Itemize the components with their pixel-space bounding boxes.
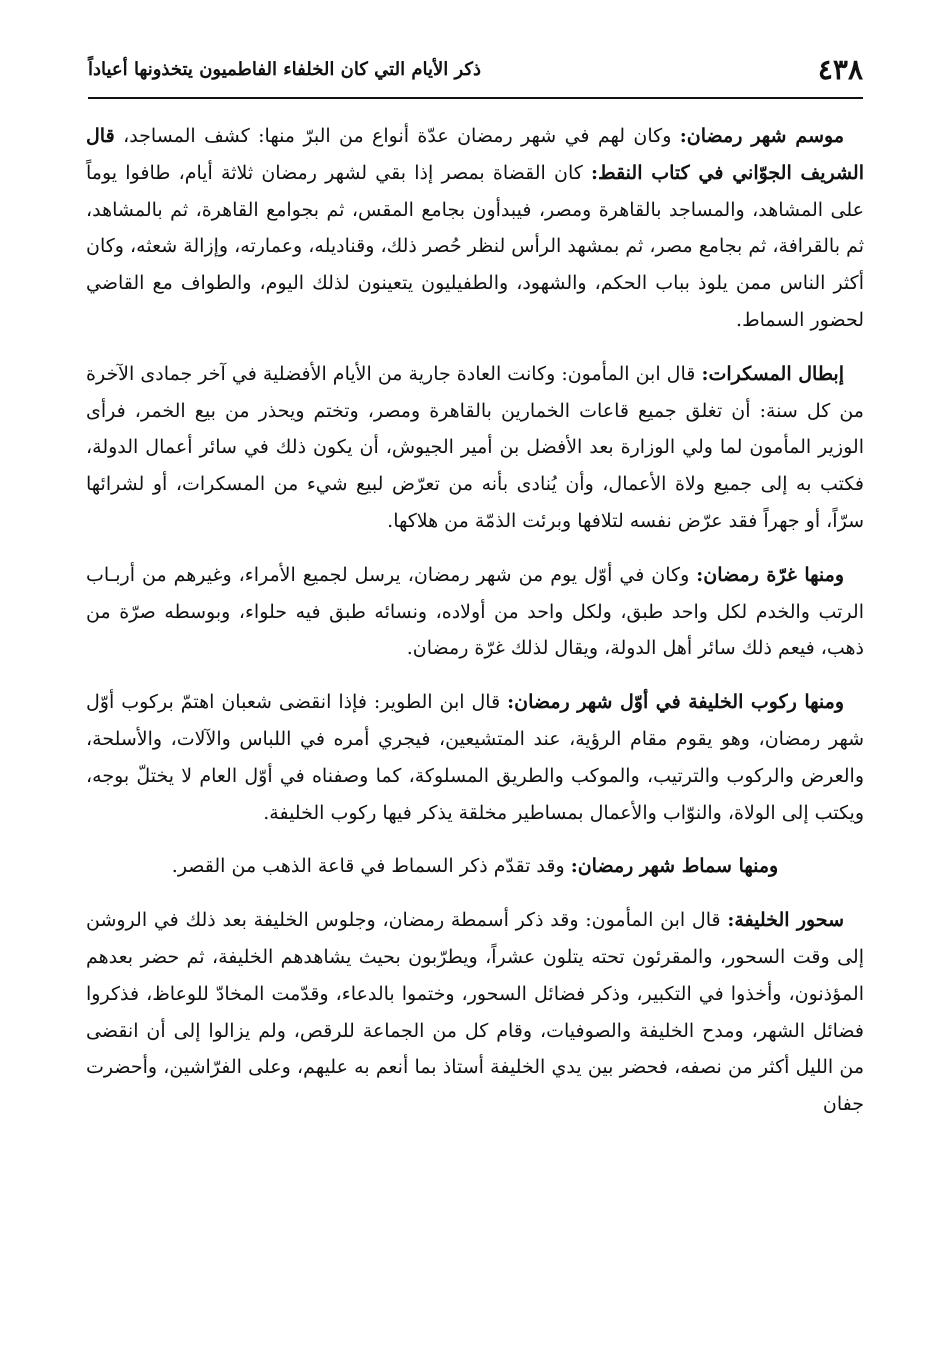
paragraph-text: كان القضاة بمصر إذا بقي لشهر رمضان ثلاثة أيام، طافوا يوماً على المشاهد، والمساجد بالقاهرة ومصر، فيبدأون بجامع المقس، ثم بجوامع القاهرة، ثم بالمشاهد، ثم بالقرافة، ثم بجامع مصر، ثم بمشهد الرأس لنظر حُصر ذلك، وقناديله، وعمارته، وإزالة شعثه، وكان أكثر الناس ممن يلوذ بباب الحكم، والشهود، والطفيليون يتعينون لذلك اليوم، والطواف مع القاضي لحضور السماط. <box>86 161 864 331</box>
paragraph-abolition-intoxicants <box>86 356 864 540</box>
body-text <box>86 118 864 1140</box>
paragraph-heading: موسم شهر رمضان: <box>679 125 844 147</box>
header-divider <box>88 97 863 99</box>
paragraph-heading: إبطال المسكرات: <box>701 362 844 385</box>
source-citation: قال الشريف الجوّاني في كتاب النقط: <box>86 125 864 184</box>
paragraph-text: قال ابن المأمون: وكانت العادة جارية من الأيام الأفضلية في آخر جمادى الآخرة من كل سنة: أن تغلق جميع قاعات الخمارين بالقاهرة ومصر، وتختم ويحذر من بيع الخمر، فرأى الوزير المأمون لما ولي الوزارة بعد الأفضل بن أمير الجيوش، أن يكون ذلك في سائر أعمال الدولة، فكتب به إلى جميع ولاة الأعمال، وأن يُنادى بأنه من تعرّض لبيع شيء من المسكرات، أو لشرائها سرّاً، أو جهراً فقد عرّض نفسه لتلافها وبرئت الذمّة من هلاكها. <box>86 362 864 532</box>
paragraph-heading: سحور الخليفة: <box>727 909 844 932</box>
paragraph-first-of-ramadan <box>86 557 864 667</box>
paragraph-text: وقد تقدّم ذكر السماط في قاعة الذهب من القصر. <box>171 855 571 878</box>
paragraph-text: قال ابن الطوير: فإذا انقضى شعبان اهتمّ بركوب أوّل شهر رمضان، وهو يقوم مقام الرؤية، عند المتشيعين، فيجري أمره في اللباس والآلات، والأسلحة، والعرض والركوب والترتيب، والموكب والطريق المسلوكة، كما وصفناه في أوّل العام لا يختلّ بوجه، ويكتب إلى الولاة، والنوّاب والأعمال بمساطير مخلقة يذكر فيها ركوب الخليفة. <box>86 691 864 824</box>
paragraph-text: وكان في أوّل يوم من شهر رمضان، يرسل لجميع الأمراء، وغيرهم من أربـاب الرتب والخدم لكل واحد طبق، ولكل واحد من أولاده، ونسائه طبق فيه حلواء، وبوسطه صرّة من ذهب، فيعم ذلك سائر أهل الدولة، ويقال لذلك غرّة رمضان. <box>86 563 864 660</box>
running-header <box>88 50 863 90</box>
paragraph-ramadan-season <box>86 118 864 339</box>
paragraph-caliph-suhoor <box>86 902 864 1123</box>
paragraph-ramadan-banquet <box>86 848 864 885</box>
paragraph-text: قال ابن المأمون: وقد ذكر أسمطة رمضان، وجلوس الخليفة بعد ذلك في الروشن إلى وقت السحور، والمقرئون تحته يتلون عشراً، ويطرّبون بحيث يشاهدهم الخليفة، ثم حضر بعدهم المؤذنون، وأخذوا في التكبير، وذكر فضائل السحور، وختموا بالدعاء، وقدّمت المخادّ للوعاظ، فذكروا فضائل الشهر، ومدح الخليفة والصوفيات، وقام كل من الجماعة للرقص، ولم يزالوا إلى أن انقضى من الليل أكثر من نصفه، فحضر بين يدي الخليفة أستاذ بما أنعم به عليهم، وعلى الفرّاشين، وأحضرت جفان <box>86 909 864 1116</box>
paragraph-caliph-procession <box>86 684 864 831</box>
paragraph-text: وكان لهم في شهر رمضان عدّة أنواع من البرّ منها: كشف المساجد، <box>114 125 680 147</box>
running-title: ذكر الأيام التي كان الخلفاء الفاطميون يتخذونها أعياداً <box>88 59 482 80</box>
paragraph-heading: ومنها سماط شهر رمضان: <box>570 855 779 878</box>
paragraph-heading: ومنها غرّة رمضان: <box>696 563 844 586</box>
page-number: ٤٣٨ <box>817 53 863 86</box>
paragraph-heading: ومنها ركوب الخليفة في أوّل شهر رمضان: <box>507 691 844 714</box>
